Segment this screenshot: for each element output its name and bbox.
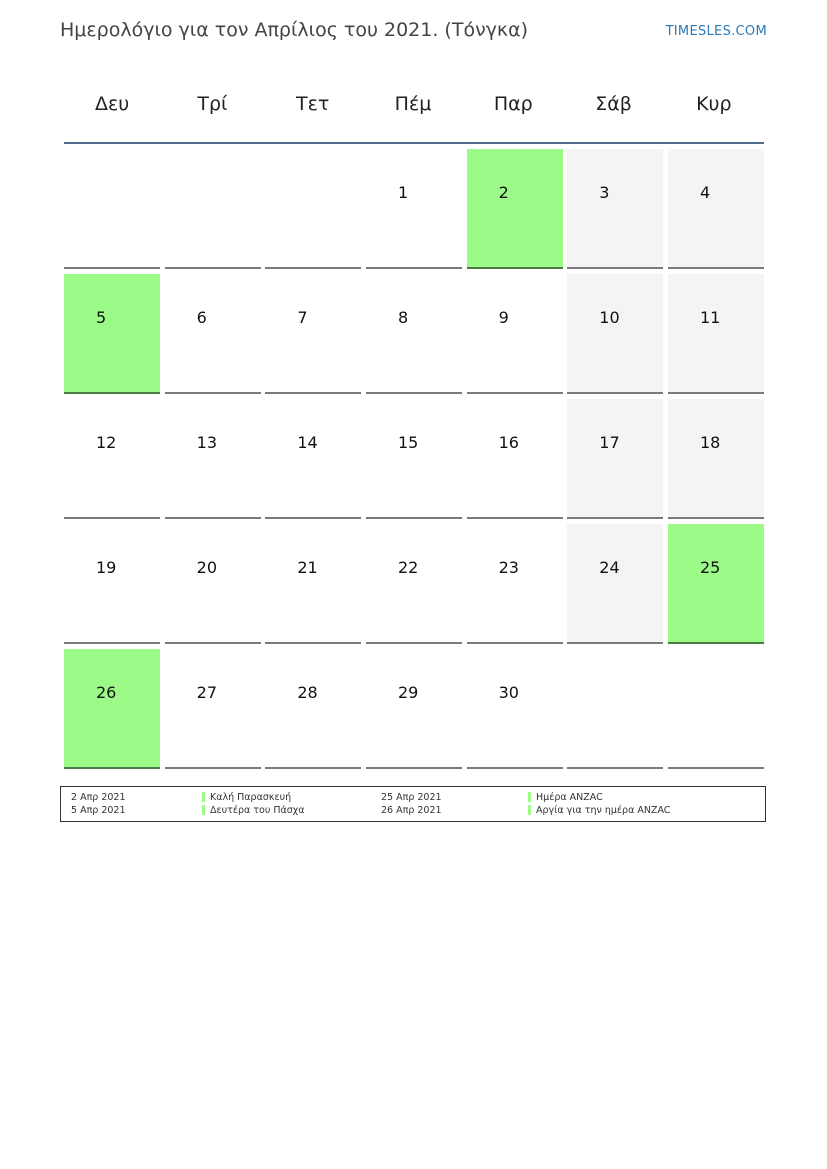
day-number: 24	[599, 558, 620, 577]
day-number: 18	[699, 433, 721, 452]
day-number: 10	[599, 308, 620, 327]
page-title: Ημερολόγιο για τον Απρίλιος του 2021. (Τόνγκα)	[60, 19, 529, 41]
calendar-empty-cell	[668, 649, 764, 769]
calendar-day-13[interactable]	[165, 399, 261, 519]
day-number: 25	[699, 558, 721, 577]
legend-date: 5 Απρ 2021	[71, 805, 126, 816]
calendar-day-25[interactable]	[668, 524, 764, 644]
weekday-fri: Παρ	[493, 93, 533, 115]
legend-date: 2 Απρ 2021	[71, 792, 126, 803]
calendar-day-1[interactable]	[366, 149, 462, 269]
calendar-day-19[interactable]	[64, 524, 160, 644]
calendar-day-15[interactable]	[366, 399, 462, 519]
weekday-wed: Τετ	[296, 93, 330, 115]
day-number: 19	[96, 558, 117, 577]
calendar-day-27[interactable]	[165, 649, 261, 769]
legend-color-marker	[528, 805, 531, 815]
calendar-day-28[interactable]	[265, 649, 361, 769]
calendar-day-21[interactable]	[265, 524, 361, 644]
weekday-sun: Κυρ	[696, 93, 732, 115]
holiday-legend	[60, 786, 766, 822]
calendar-day-10[interactable]	[567, 274, 663, 394]
legend-color-marker	[202, 792, 205, 802]
brand-link[interactable]: TIMESLES.COM	[665, 24, 767, 39]
legend-color-marker	[528, 792, 531, 802]
day-number: 30	[498, 683, 519, 702]
calendar-day-20[interactable]	[165, 524, 261, 644]
calendar-day-23[interactable]	[467, 524, 563, 644]
calendar-empty-cell	[265, 149, 361, 269]
calendar-day-17[interactable]	[567, 399, 663, 519]
calendar-day-4[interactable]	[668, 149, 764, 269]
day-number: 12	[96, 433, 117, 452]
calendar-day-22[interactable]	[366, 524, 462, 644]
legend-holiday-name: Καλή Παρασκευή	[210, 792, 292, 803]
weekday-sat: Σάβ	[595, 93, 632, 115]
day-number: 22	[397, 558, 419, 577]
day-number: 5	[96, 308, 107, 327]
header-divider	[64, 142, 764, 144]
calendar-day-24[interactable]	[567, 524, 663, 644]
calendar-day-18[interactable]	[668, 399, 764, 519]
day-number: 15	[397, 433, 419, 452]
day-number: 16	[498, 433, 519, 452]
day-number: 27	[196, 683, 218, 702]
day-number: 9	[498, 308, 509, 327]
calendar-day-9[interactable]	[467, 274, 563, 394]
calendar-day-6[interactable]	[165, 274, 261, 394]
calendar-day-26[interactable]	[64, 649, 160, 769]
legend-date: 26 Απρ 2021	[381, 805, 442, 816]
day-number: 28	[297, 683, 318, 702]
calendar-grid	[64, 149, 764, 769]
day-number: 13	[196, 433, 218, 452]
calendar-day-29[interactable]	[366, 649, 462, 769]
legend-holiday-name: Δευτέρα του Πάσχα	[210, 805, 305, 816]
calendar-day-12[interactable]	[64, 399, 160, 519]
calendar-day-8[interactable]	[366, 274, 462, 394]
calendar-day-11[interactable]	[668, 274, 764, 394]
day-number: 2	[498, 183, 509, 202]
calendar-empty-cell	[567, 649, 663, 769]
legend-date: 25 Απρ 2021	[381, 792, 442, 803]
weekday-mon: Δευ	[95, 93, 130, 115]
day-number: 1	[397, 183, 409, 202]
day-number: 8	[397, 308, 409, 327]
day-number: 7	[297, 308, 308, 327]
calendar-empty-cell	[165, 149, 261, 269]
weekday-header	[62, 80, 764, 128]
day-number: 17	[599, 433, 620, 452]
day-number: 21	[297, 558, 318, 577]
weekday-thu: Πέμ	[394, 93, 432, 115]
calendar-day-14[interactable]	[265, 399, 361, 519]
calendar-empty-cell	[64, 149, 160, 269]
day-number: 14	[297, 433, 318, 452]
calendar-day-16[interactable]	[467, 399, 563, 519]
legend-holiday-name: Αργία για την ημέρα ANZAC	[536, 805, 671, 816]
day-number: 11	[699, 308, 721, 327]
day-number: 4	[699, 183, 711, 202]
day-number: 23	[498, 558, 519, 577]
day-number: 20	[196, 558, 218, 577]
calendar-day-30[interactable]	[467, 649, 563, 769]
legend-color-marker	[202, 805, 205, 815]
calendar-day-7[interactable]	[265, 274, 361, 394]
calendar-day-3[interactable]	[567, 149, 663, 269]
legend-holiday-name: Ημέρα ANZAC	[536, 792, 603, 803]
day-number: 6	[196, 308, 207, 327]
day-number: 3	[599, 183, 610, 202]
calendar-day-2[interactable]	[467, 149, 563, 269]
calendar-day-5[interactable]	[64, 274, 160, 394]
day-number: 26	[96, 683, 117, 702]
day-number: 29	[397, 683, 419, 702]
weekday-tue: Τρί	[197, 93, 228, 115]
